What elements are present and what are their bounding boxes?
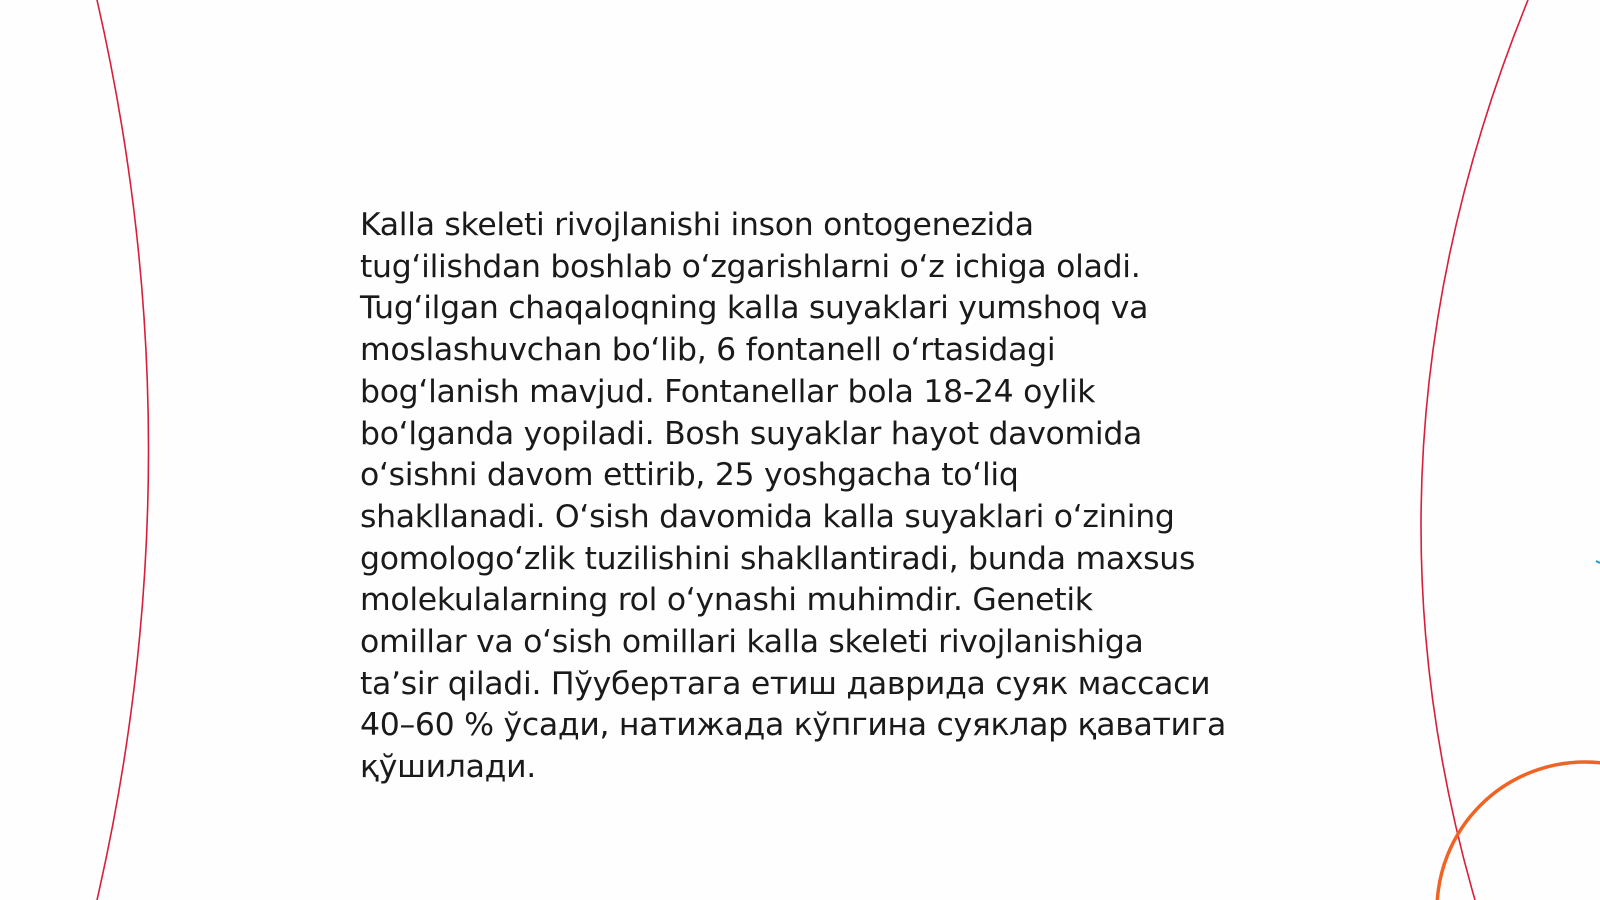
text-line: қўшилади. bbox=[360, 749, 536, 786]
blue-accent-mark bbox=[1596, 561, 1600, 563]
left-arc-decoration bbox=[97, 0, 149, 900]
text-line: bog‘lanish mavjud. Fontanellar bola 18-24 oylik bbox=[360, 373, 1096, 410]
slide-body-text bbox=[360, 205, 1260, 789]
text-line: bo‘lganda yopiladi. Bosh suyaklar hayot davomida bbox=[360, 415, 1143, 452]
text-line: Kalla skeleti rivojlanishi inson ontogenezida bbox=[360, 207, 1034, 243]
text-line: Tug‘ilgan chaqaloqning kalla suyaklari yumshoq va bbox=[360, 290, 1149, 327]
text-line: gomologo‘zlik tuzilishini shakllantiradi, bunda maxsus bbox=[360, 540, 1196, 577]
text-line: ta’sir qiladi. Пўубертага етиш даврида суяк массаси bbox=[360, 665, 1211, 702]
orange-circle-decoration bbox=[1437, 762, 1600, 900]
text-line: 40–60 % ўсади, натижада кўпгина суяклар қаватига bbox=[360, 707, 1226, 744]
text-line: tug‘ilishdan boshlab o‘zgarishlarni o‘z ichiga oladi. bbox=[360, 248, 1141, 285]
text-line: molekulalarning rol o‘ynashi muhimdir. Genetik bbox=[360, 582, 1093, 619]
text-line: o‘sishni davom ettirib, 25 yoshgacha to‘liq bbox=[360, 457, 1019, 494]
text-line: shakllanadi. O‘sish davomida kalla suyaklari o‘zining bbox=[360, 498, 1175, 535]
right-arc-decoration bbox=[1421, 0, 1528, 900]
text-line: moslashuvchan bo‘lib, 6 fontanell o‘rtasidagi bbox=[360, 332, 1056, 369]
text-line: omillar va o‘sish omillari kalla skeleti rivojlanishiga bbox=[360, 624, 1144, 661]
